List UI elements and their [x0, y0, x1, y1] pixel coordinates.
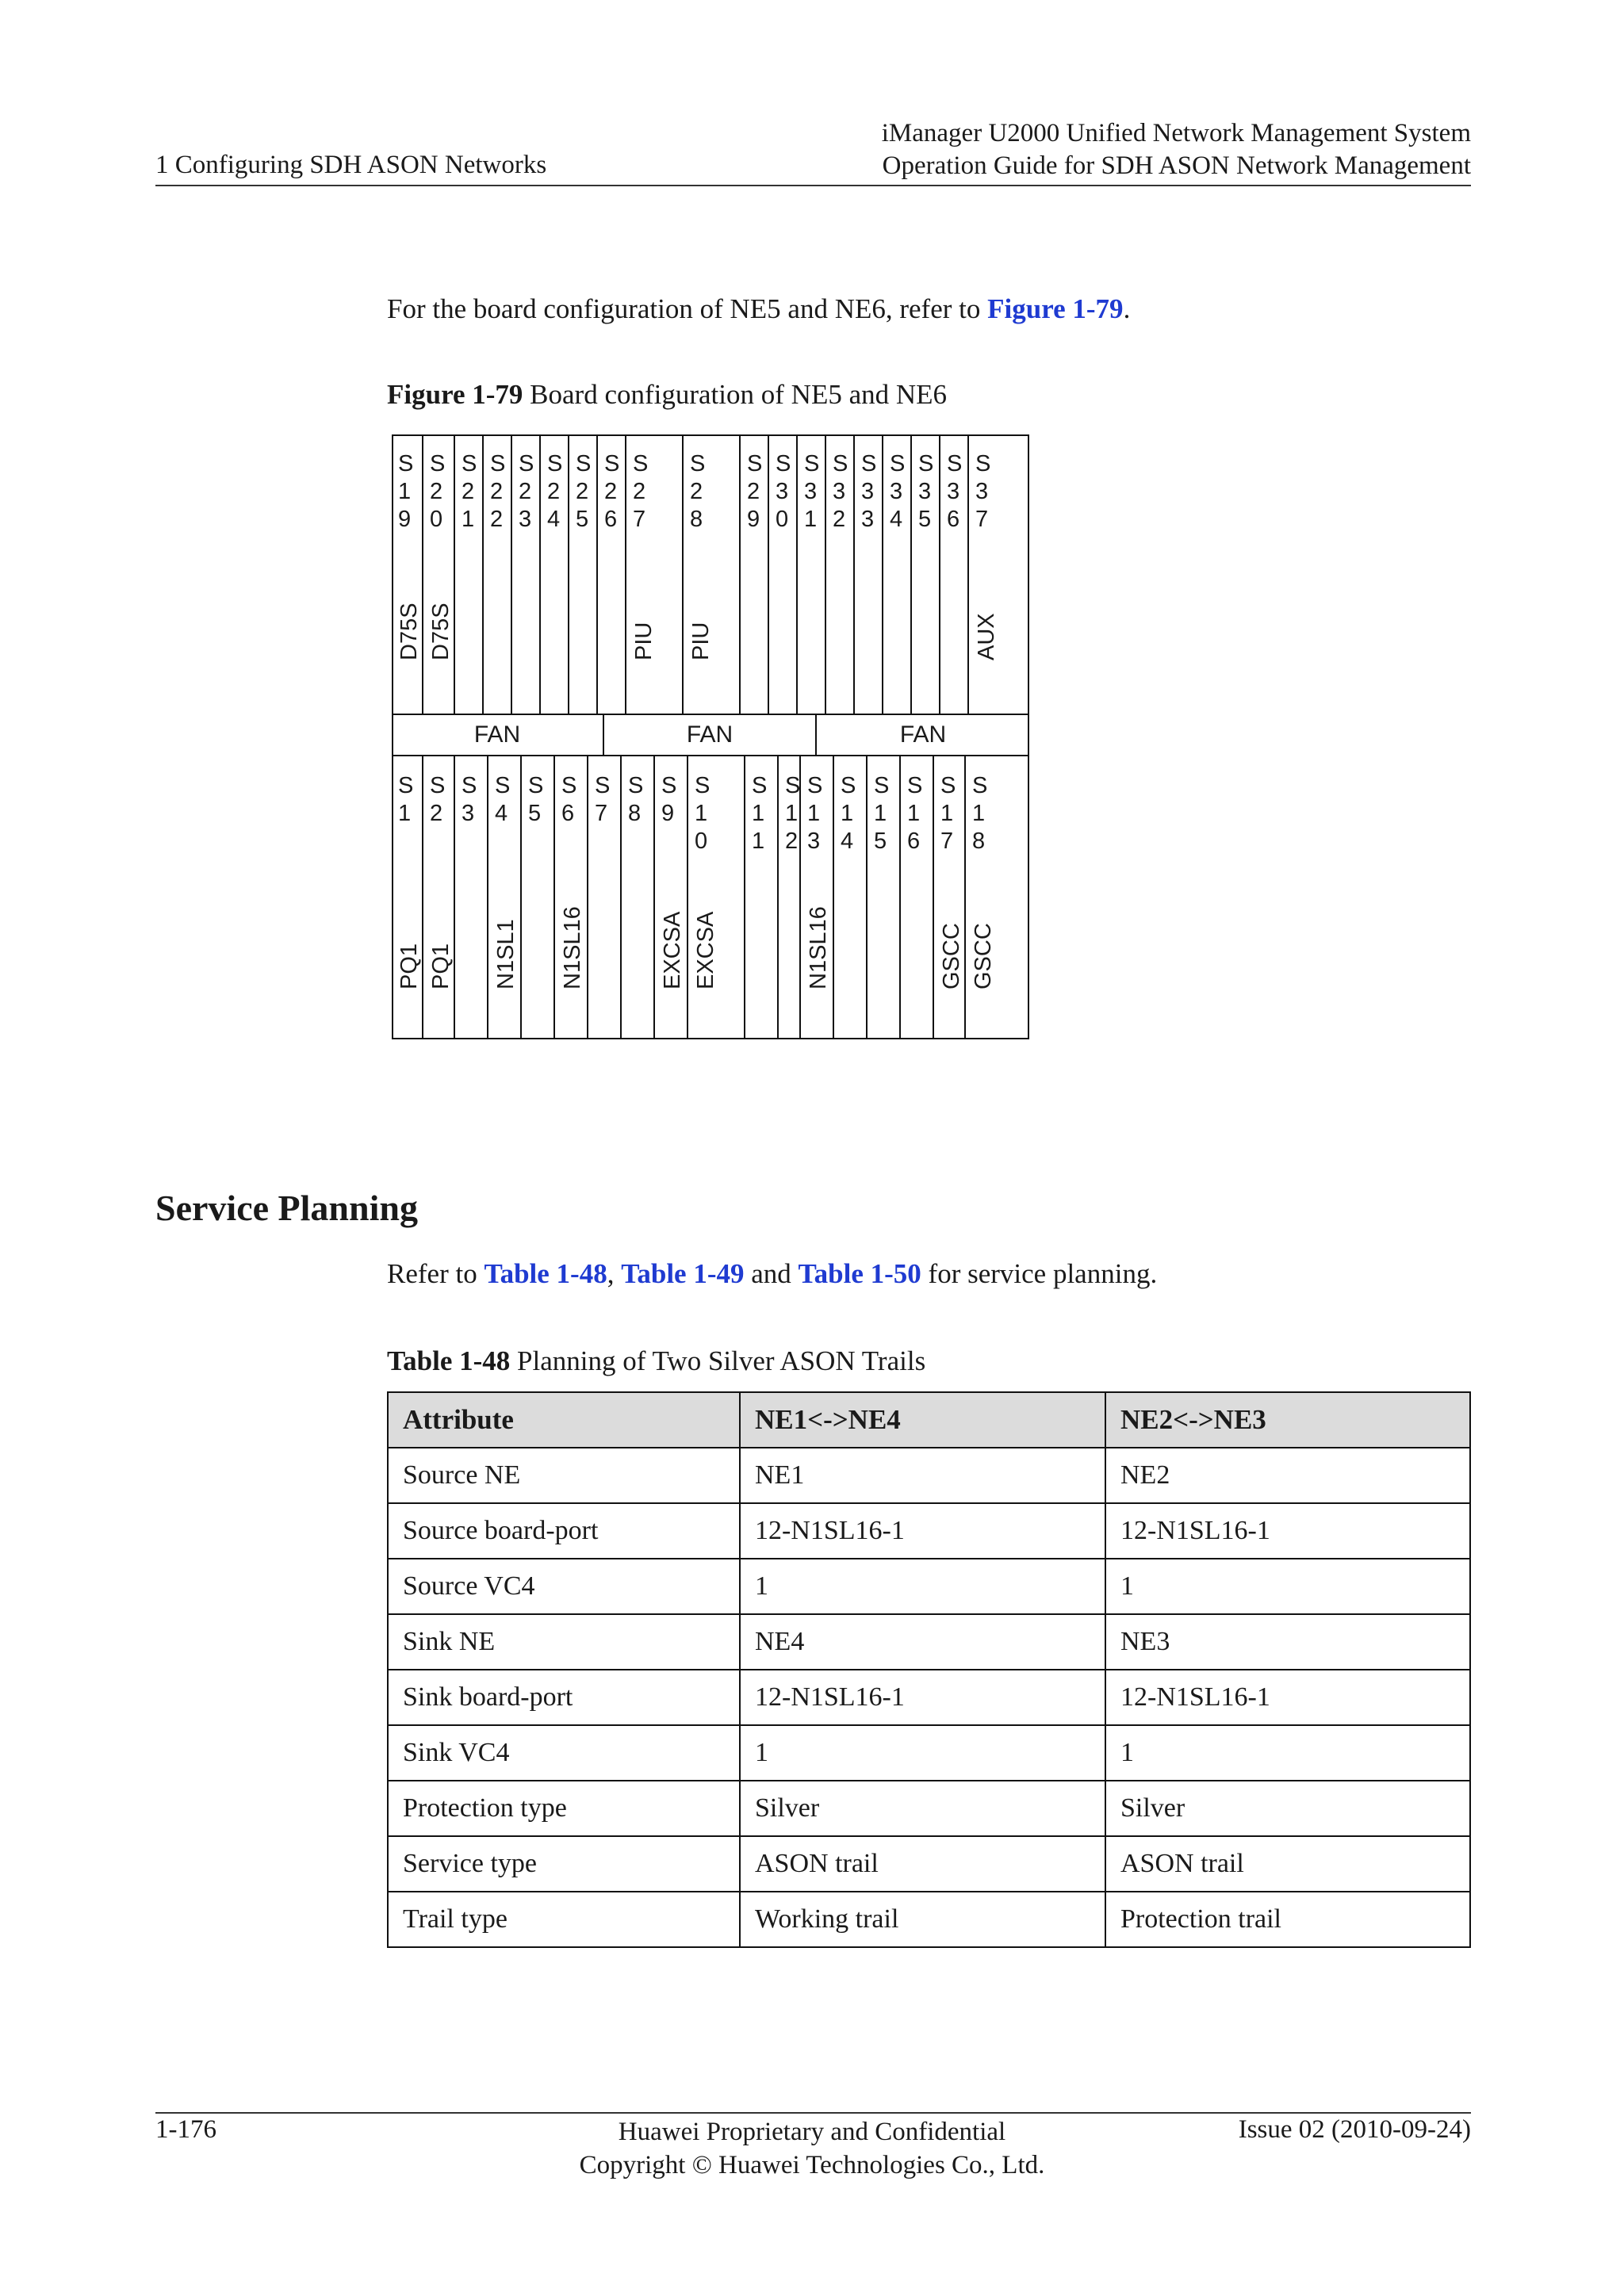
bottom-slot — [934, 756, 966, 1039]
table-row — [388, 1448, 1470, 1503]
slot-code: S 3 1 — [804, 451, 820, 532]
top-slot — [969, 434, 1034, 715]
bottom-slot — [745, 756, 779, 1039]
table-cell: 1 — [1105, 1725, 1470, 1781]
intro-paragraph — [387, 293, 1130, 325]
bottom-slot — [588, 756, 622, 1039]
table-cell: Protection trail — [1105, 1892, 1470, 1947]
bottom-slot — [779, 756, 801, 1039]
board-label: EXCSA — [660, 911, 685, 989]
table-cell: Source NE — [388, 1448, 740, 1503]
top-slot — [684, 434, 741, 715]
slot-code: S 2 2 — [490, 451, 506, 532]
fan-unit: FAN — [604, 715, 817, 755]
top-slot — [455, 434, 484, 715]
table-row — [388, 1503, 1470, 1559]
slot-code: S 9 — [661, 773, 677, 826]
board-label: N1SL1 — [493, 919, 519, 989]
slot-code: S 3 0 — [776, 451, 791, 532]
table-title: Planning of Two Silver ASON Trails — [510, 1345, 926, 1376]
table-label: Table 1-48 — [387, 1345, 511, 1376]
page-number: 1-176 — [155, 2115, 216, 2144]
table-caption — [387, 1345, 925, 1377]
figure-link[interactable]: Figure 1-79 — [987, 293, 1124, 324]
copyright-notice: Copyright © Huawei Technologies Co., Ltd. — [579, 2151, 1045, 2179]
top-slot — [541, 434, 569, 715]
table-cell: NE1 — [740, 1448, 1105, 1503]
slot-code: S 3 3 — [861, 451, 877, 532]
slot-code: S 3 4 — [890, 451, 906, 532]
top-slot — [940, 434, 969, 715]
table-row — [388, 1559, 1470, 1614]
chapter-title: 1 Configuring SDH ASON Networks — [155, 151, 547, 179]
top-slot — [826, 434, 855, 715]
table-cell: Silver — [740, 1781, 1105, 1836]
document-title — [882, 117, 1471, 182]
product-name: iManager U2000 Unified Network Management System — [881, 119, 1471, 147]
bottom-slot — [834, 756, 868, 1039]
slot-code: S 2 — [430, 773, 446, 826]
slot-code: S 1 0 — [695, 773, 710, 854]
section-paragraph — [387, 1258, 1157, 1290]
top-slot — [484, 434, 512, 715]
slot-code: S 1 4 — [841, 773, 856, 854]
slot-code: S 2 9 — [747, 451, 763, 532]
table-cell: Trail type — [388, 1892, 740, 1947]
table-cell: 1 — [740, 1559, 1105, 1614]
slot-code: S 2 5 — [576, 451, 592, 532]
fan-unit: FAN — [899, 721, 947, 748]
bottom-slot — [555, 756, 588, 1039]
table-1-50-link[interactable]: Table 1-50 — [798, 1258, 921, 1289]
top-slot — [883, 434, 912, 715]
header-divider — [155, 185, 1471, 186]
bottom-slot — [622, 756, 655, 1039]
board-label: PQ1 — [428, 943, 454, 989]
bottom-slot — [655, 756, 688, 1039]
top-slot — [512, 434, 541, 715]
slot-code: S 2 8 — [690, 451, 706, 532]
intro-text: For the board configuration of NE5 and NE6, refer to — [387, 293, 988, 324]
table-cell: Source VC4 — [388, 1559, 740, 1614]
slot-code: S 1 7 — [940, 773, 956, 854]
bottom-slot — [392, 756, 423, 1039]
section-suffix: for service planning. — [921, 1258, 1158, 1289]
table-cell: Source board-port — [388, 1503, 740, 1559]
bottom-slot — [423, 756, 455, 1039]
slot-code: S 1 5 — [874, 773, 890, 854]
table-cell: NE3 — [1105, 1614, 1470, 1670]
top-slot — [855, 434, 883, 715]
table-cell: 1 — [1105, 1559, 1470, 1614]
header-ne1-ne4: NE1<->NE4 — [740, 1392, 1105, 1448]
table-cell: Sink board-port — [388, 1670, 740, 1725]
slot-code: S 2 4 — [547, 451, 563, 532]
fan-unit: FAN — [392, 715, 604, 755]
slot-code: S 5 — [528, 773, 544, 826]
table-cell: 12-N1SL16-1 — [1105, 1503, 1470, 1559]
slot-code: S 6 — [561, 773, 577, 826]
top-slot — [769, 434, 798, 715]
table-1-48-link[interactable]: Table 1-48 — [484, 1258, 607, 1289]
slot-code: S 3 6 — [947, 451, 963, 532]
guide-name: Operation Guide for SDH ASON Network Management — [882, 151, 1471, 180]
table-1-49-link[interactable]: Table 1-49 — [621, 1258, 745, 1289]
bottom-slot — [966, 756, 998, 1039]
section-text: Refer to — [387, 1258, 485, 1289]
board-label: GSCC — [939, 923, 964, 989]
table-header-row — [388, 1392, 1470, 1448]
issue-info: Issue 02 (2010-09-24) — [1238, 2115, 1471, 2144]
figure-caption — [387, 379, 947, 411]
section-title: Service Planning — [155, 1188, 418, 1228]
slot-code: S 1 — [398, 773, 414, 826]
slot-code: S 2 0 — [430, 451, 446, 532]
table-row — [388, 1836, 1470, 1892]
table-cell: Sink NE — [388, 1614, 740, 1670]
slot-code: S 8 — [628, 773, 644, 826]
slot-code: S 1 2 — [785, 773, 801, 854]
board-label: N1SL16 — [806, 906, 831, 989]
table-cell: Silver — [1105, 1781, 1470, 1836]
bottom-slot — [522, 756, 555, 1039]
top-slot — [392, 434, 423, 715]
bottom-slot — [455, 756, 488, 1039]
table-row — [388, 1614, 1470, 1670]
footer-divider — [155, 2112, 1471, 2114]
slot-code: S 7 — [595, 773, 611, 826]
table-cell: Service type — [388, 1836, 740, 1892]
table-cell: NE2 — [1105, 1448, 1470, 1503]
bottom-slot — [488, 756, 522, 1039]
intro-suffix: . — [1123, 293, 1131, 324]
slot-code: S 3 5 — [918, 451, 934, 532]
table-cell: 12-N1SL16-1 — [740, 1670, 1105, 1725]
figure-title: Board configuration of NE5 and NE6 — [523, 379, 948, 410]
board-label: N1SL16 — [560, 906, 585, 989]
top-slot — [423, 434, 455, 715]
top-slot — [569, 434, 598, 715]
bottom-slot — [901, 756, 934, 1039]
top-slot — [798, 434, 826, 715]
slot-code: S 3 2 — [833, 451, 848, 532]
top-slot — [741, 434, 769, 715]
table-cell: ASON trail — [740, 1836, 1105, 1892]
bottom-slot — [688, 756, 745, 1039]
top-slot — [912, 434, 940, 715]
table-cell: ASON trail — [1105, 1836, 1470, 1892]
board-label: AUX — [974, 613, 999, 660]
slot-code: S 1 1 — [752, 773, 768, 854]
board-label: D75S — [428, 603, 454, 660]
slot-code: S 1 8 — [972, 773, 988, 854]
top-slot — [598, 434, 626, 715]
slot-code: S 2 1 — [462, 451, 477, 532]
board-label: GSCC — [971, 923, 996, 989]
table-cell: 12-N1SL16-1 — [1105, 1670, 1470, 1725]
bottom-slot — [801, 756, 834, 1039]
slot-code: S 3 — [462, 773, 477, 826]
board-configuration-diagram — [392, 434, 1029, 1039]
top-slot — [626, 434, 684, 715]
board-label: PQ1 — [396, 943, 422, 989]
table-cell: Sink VC4 — [388, 1725, 740, 1781]
slot-code: S 2 7 — [633, 451, 649, 532]
service-planning-table — [387, 1391, 1471, 1948]
table-cell: 12-N1SL16-1 — [740, 1503, 1105, 1559]
table-row — [388, 1670, 1470, 1725]
slot-code: S 4 — [495, 773, 511, 826]
table-body — [388, 1448, 1470, 1947]
table-cell: Protection type — [388, 1781, 740, 1836]
bottom-slot — [868, 756, 901, 1039]
fan-row — [392, 714, 1029, 756]
table-row — [388, 1725, 1470, 1781]
board-label: PIU — [631, 622, 657, 660]
table-row — [388, 1892, 1470, 1947]
board-label: EXCSA — [693, 911, 718, 989]
slot-code: S 1 6 — [907, 773, 923, 854]
slot-code: S 2 6 — [604, 451, 620, 532]
table-cell: NE4 — [740, 1614, 1105, 1670]
board-label: D75S — [396, 603, 422, 660]
board-label: PIU — [688, 622, 714, 660]
table-row — [388, 1781, 1470, 1836]
figure-label: Figure 1-79 — [387, 379, 523, 410]
header-attribute: Attribute — [388, 1392, 740, 1448]
slot-code: S 1 9 — [398, 451, 414, 532]
header-ne2-ne3: NE2<->NE3 — [1105, 1392, 1470, 1448]
table-cell: 1 — [740, 1725, 1105, 1781]
proprietary-notice: Huawei Proprietary and Confidential — [618, 2118, 1006, 2146]
section-sep: , — [607, 1258, 622, 1289]
slot-code: S 3 7 — [975, 451, 991, 532]
slot-code: S 2 3 — [519, 451, 534, 532]
slot-code: S 1 3 — [807, 773, 823, 854]
section-sep: and — [744, 1258, 799, 1289]
table-cell: Working trail — [740, 1892, 1105, 1947]
